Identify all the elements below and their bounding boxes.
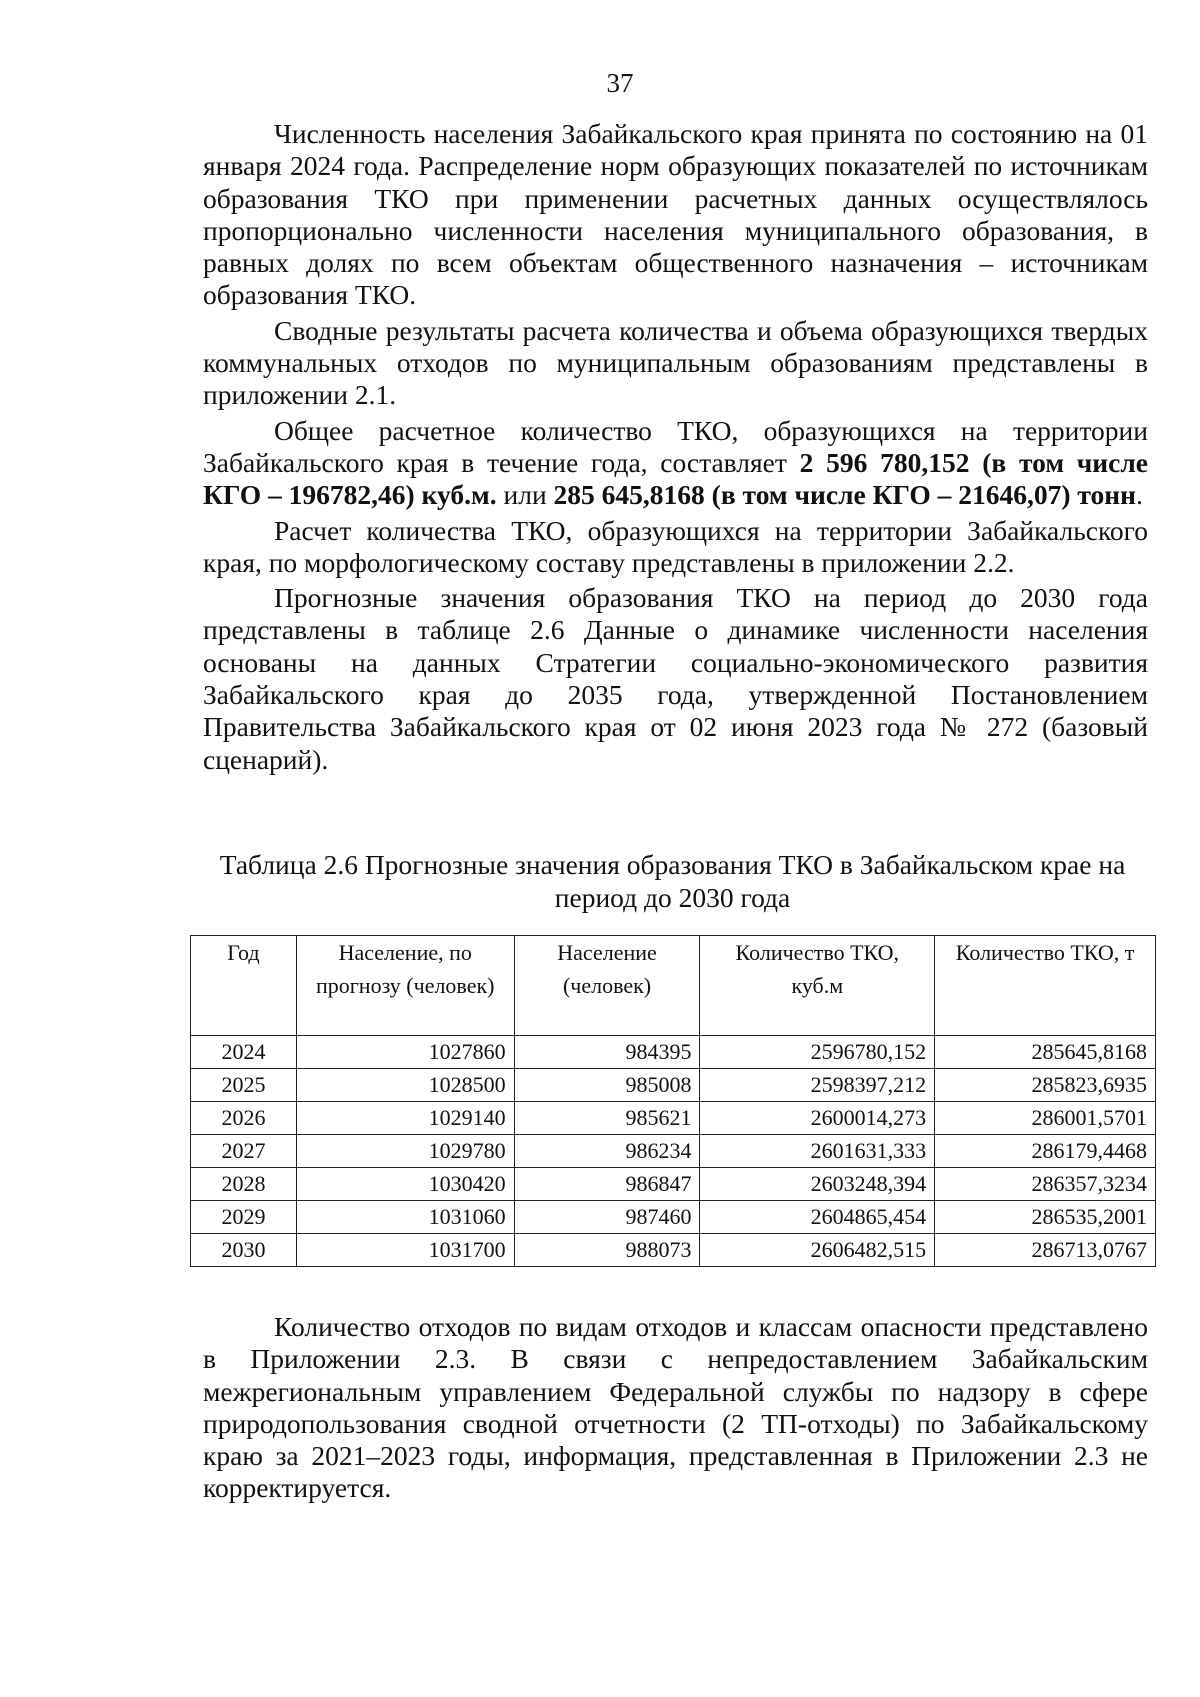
cell-population: 987460 [514, 1201, 700, 1234]
cell-waste-volume: 2601631,333 [700, 1135, 935, 1168]
paragraph-total-amount [203, 415, 1148, 512]
cell-year: 2028 [191, 1168, 297, 1201]
header-waste-volume: Количество ТКО, куб.м [700, 936, 935, 1036]
cell-population-forecast: 1029140 [296, 1102, 514, 1135]
cell-waste-volume: 2598397,212 [700, 1069, 935, 1102]
total-lead: Общее расчетное количество ТКО, образующихся на территории Забайкальского края в течение года, составляет [203, 414, 1148, 478]
cell-population: 986847 [514, 1168, 700, 1201]
total-volume: 2 596 780,152 (в том числе КГО – 196782,46) куб.м. [203, 446, 1148, 511]
cell-waste-volume: 2604865,454 [700, 1201, 935, 1234]
cell-population-forecast: 1031700 [296, 1234, 514, 1267]
body-text [203, 118, 1148, 779]
cell-waste-volume: 2596780,152 [700, 1036, 935, 1069]
header-waste-mass: Количество ТКО, т [935, 936, 1156, 1036]
cell-waste-volume: 2606482,515 [700, 1234, 935, 1267]
page-number: 37 [606, 68, 634, 98]
total-end: . [1136, 479, 1143, 511]
cell-year: 2024 [191, 1036, 297, 1069]
table-row [191, 1102, 1156, 1135]
table-row [191, 1201, 1156, 1234]
cell-population: 985621 [514, 1102, 700, 1135]
header-population-forecast: Население, по прогнозу (человек) [296, 936, 514, 1036]
cell-population-forecast: 1031060 [296, 1201, 514, 1234]
cell-population: 984395 [514, 1036, 700, 1069]
table-row [191, 1069, 1156, 1102]
cell-population-forecast: 1028500 [296, 1069, 514, 1102]
header-population: Население (человек) [514, 936, 700, 1036]
cell-population-forecast: 1029780 [296, 1135, 514, 1168]
table-row [191, 1168, 1156, 1201]
paragraph-morphology: Расчет количества ТКО, образующихся на территории Забайкальского края, по морфологическому составу представлены в приложении 2.2. [203, 514, 1148, 578]
cell-waste-volume: 2600014,273 [700, 1102, 935, 1135]
table-caption: Таблица 2.6 Прогнозные значения образования ТКО в Забайкальском крае на период до 2030 года [219, 849, 1126, 913]
total-connector: или [496, 479, 554, 511]
cell-waste-mass: 286535,2001 [935, 1201, 1156, 1234]
cell-year: 2029 [191, 1201, 297, 1234]
cell-waste-mass: 285823,6935 [935, 1069, 1156, 1102]
table-row [191, 1234, 1156, 1267]
cell-waste-mass: 286001,5701 [935, 1102, 1156, 1135]
cell-population: 988073 [514, 1234, 700, 1267]
total-mass: 285 645,8168 (в том числе КГО – 21646,07) тонн [553, 479, 1136, 511]
closing-text [203, 1311, 1148, 1505]
header-year: Год [191, 936, 297, 1036]
cell-waste-mass: 285645,8168 [935, 1036, 1156, 1069]
paragraph-forecast: Прогнозные значения образования ТКО на период до 2030 года представлены в таблице 2.6 Данные о динамике численности населения основаны на данных Стратегии социально-экономического развития Забайкальского края до 2035 года, утвержденной Постановлением Правительства Забайкальского края от 02 июня 2023 года № 272 (базовый сценарий). [203, 582, 1148, 775]
cell-year: 2025 [191, 1069, 297, 1102]
cell-waste-volume: 2603248,394 [700, 1168, 935, 1201]
cell-year: 2027 [191, 1135, 297, 1168]
cell-waste-mass: 286179,4468 [935, 1135, 1156, 1168]
cell-year: 2030 [191, 1234, 297, 1267]
cell-population-forecast: 1030420 [296, 1168, 514, 1201]
cell-population: 986234 [514, 1135, 700, 1168]
paragraph-waste-classes: Количество отходов по видам отходов и классам опасности представлено в Приложении 2.3. В связи с непредоставлением Забайкальским межрегиональным управлением Федеральной службы по надзору в сфере природопользования сводной отчетности (2 ТП-отходы) по Забайкальскому краю за 2021–2023 годы, информация, представленная в Приложении 2.3 не корректируется. [203, 1311, 1148, 1504]
paragraph-population: Численность населения Забайкальского края принята по состоянию на 01 января 2024 года. Распределение норм образующих показателей по источникам образования ТКО при применении расчетных данных осуществлялось пропорционально численности населения муниципального образования, в равных долях по всем объектам общественного назначения – источникам образования ТКО. [203, 118, 1148, 311]
table-row [191, 1135, 1156, 1168]
cell-population-forecast: 1027860 [296, 1036, 514, 1069]
cell-year: 2026 [191, 1102, 297, 1135]
cell-population: 985008 [514, 1069, 700, 1102]
cell-waste-mass: 286713,0767 [935, 1234, 1156, 1267]
table-row [191, 1036, 1156, 1069]
forecast-table [190, 935, 1156, 1267]
cell-waste-mass: 286357,3234 [935, 1168, 1156, 1201]
paragraph-summary-results: Сводные результаты расчета количества и объема образующихся твердых коммунальных отходов по муниципальным образованиям представлены в приложении 2.1. [203, 314, 1148, 411]
table-body [191, 1036, 1156, 1267]
table-header-row [191, 936, 1156, 1036]
